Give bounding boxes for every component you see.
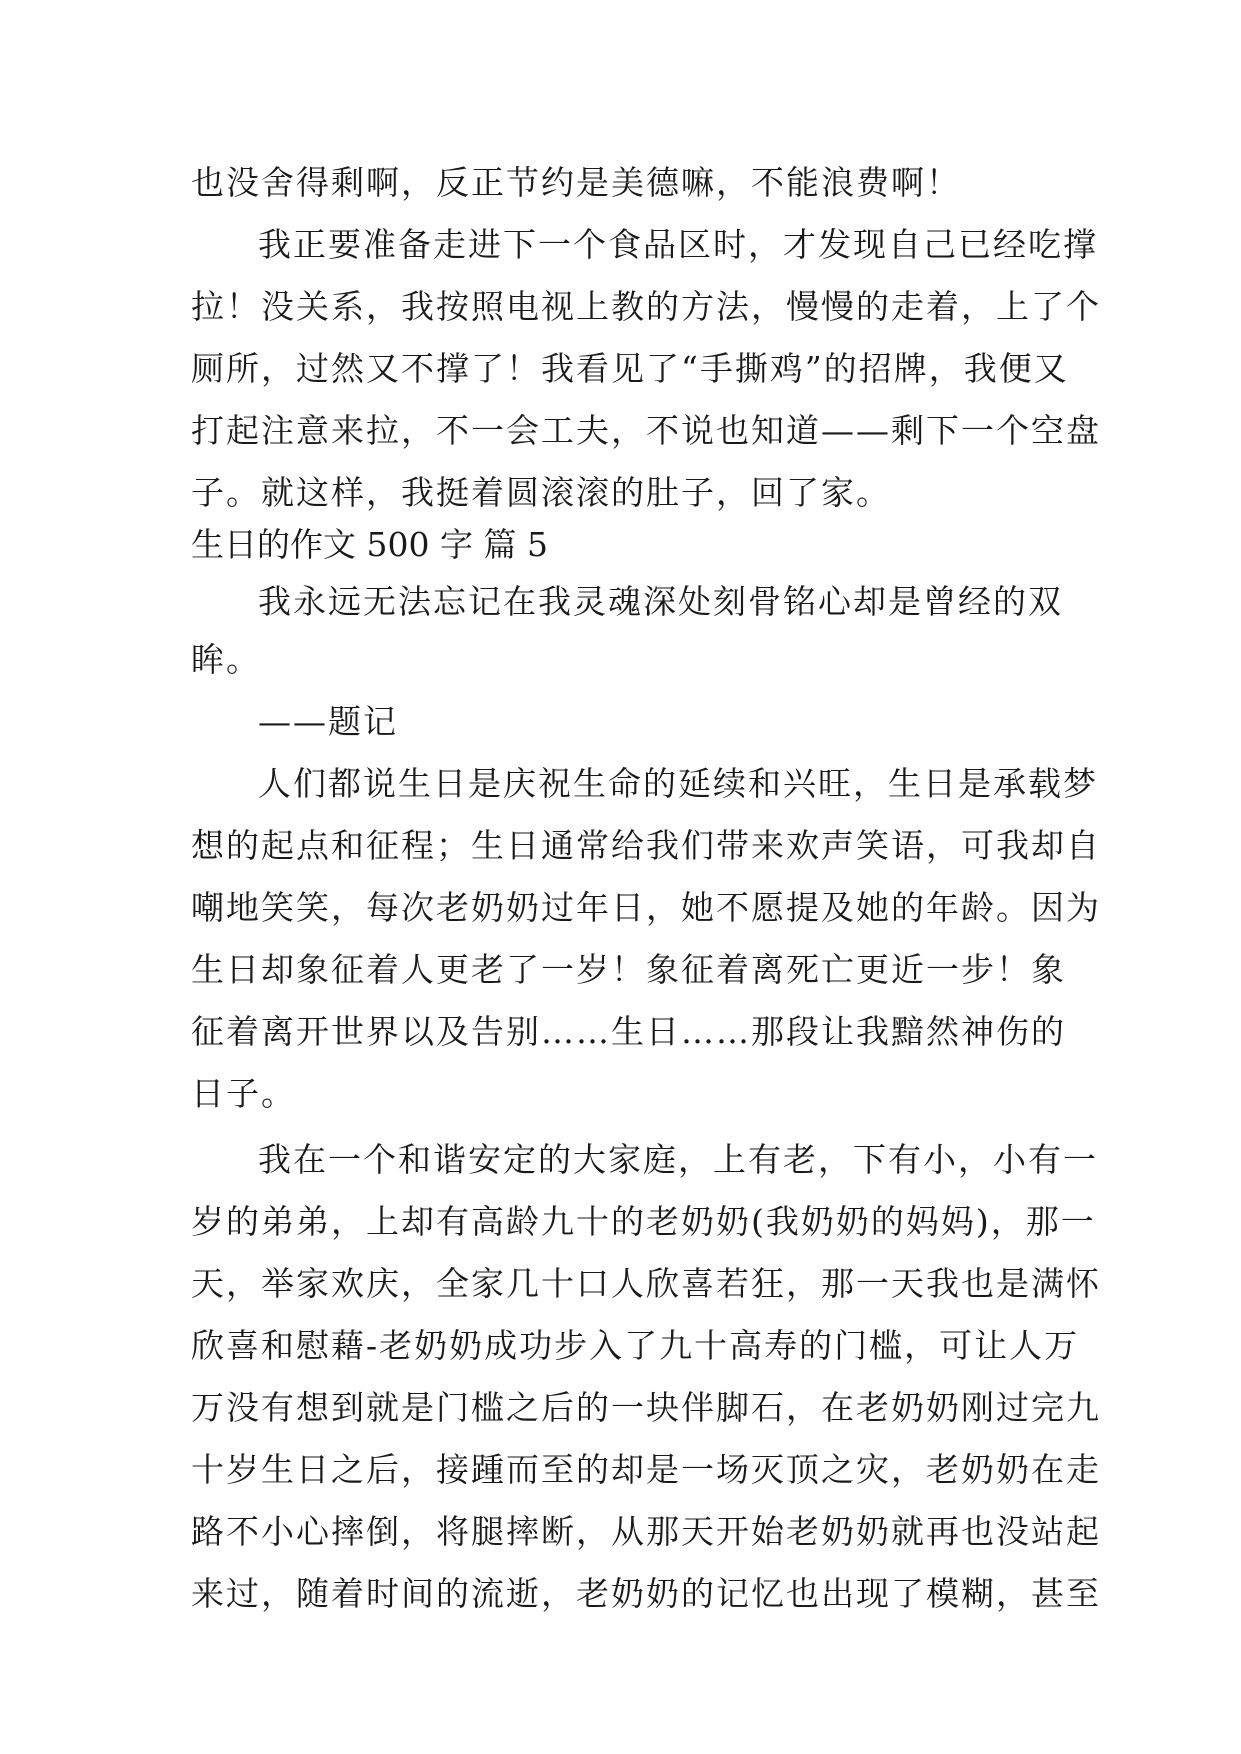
paragraph-line: 十岁生日之后，接踵而至的却是一场灭顶之灾，老奶奶在走 — [191, 1450, 1101, 1489]
epigraph-attribution: ——题记 — [258, 702, 398, 741]
paragraph-line: 我正要准备走进下一个食品区时，才发现自己已经吃撑 — [258, 225, 1098, 264]
paragraph-line: 拉！没关系，我按照电视上教的方法，慢慢的走着，上了个 — [191, 287, 1101, 326]
paragraph-line: 想的起点和征程；生日通常给我们带来欢声笑语，可我却自 — [191, 826, 1101, 865]
paragraph-line: 我在一个和谐安定的大家庭，上有老，下有小，小有一 — [258, 1140, 1098, 1179]
paragraph-line: 欣喜和慰藉-老奶奶成功步入了九十高寿的门槛，可让人万 — [191, 1326, 1080, 1365]
paragraph-line: 嘲地笑笑，每次老奶奶过年日，她不愿提及她的年龄。因为 — [191, 888, 1101, 927]
paragraph-line: 来过，随着时间的流逝，老奶奶的记忆也出现了模糊，甚至 — [191, 1574, 1101, 1613]
paragraph-line: 子。就这样，我挺着圆滚滚的肚子，回了家。 — [191, 473, 891, 512]
paragraph-line: 人们都说生日是庆祝生命的延续和兴旺，生日是承载梦 — [258, 764, 1098, 803]
paragraph-line: 岁的弟弟，上却有高龄九十的老奶奶(我奶奶的妈妈)，那一 — [191, 1202, 1096, 1241]
paragraph-line: 我永远无法忘记在我灵魂深处刻骨铭心却是曾经的双 — [258, 582, 1063, 621]
paragraph-line: 天，举家欢庆，全家几十口人欣喜若狂，那一天我也是满怀 — [191, 1264, 1101, 1303]
paragraph-line: 路不小心摔倒，将腿摔断，从那天开始老奶奶就再也没站起 — [191, 1512, 1101, 1551]
paragraph-line: 也没舍得剩啊，反正节约是美德嘛，不能浪费啊！ — [191, 163, 961, 202]
paragraph-line: 厕所，过然又不撑了！我看见了“手撕鸡”的招牌，我便又 — [191, 349, 1069, 388]
paragraph-line: 征着离开世界以及告别……生日……那段让我黯然神伤的 — [191, 1012, 1066, 1051]
paragraph-line: 万没有想到就是门槛之后的一块伴脚石，在老奶奶刚过完九 — [191, 1388, 1101, 1427]
paragraph-line: 眸。 — [191, 640, 261, 679]
paragraph-line: 日子。 — [191, 1074, 296, 1113]
paragraph-line: 打起注意来拉，不一会工夫，不说也知道——剩下一个空盘 — [191, 411, 1101, 450]
paragraph-line: 生日却象征着人更老了一岁！象征着离死亡更近一步！象 — [191, 950, 1066, 989]
section-heading: 生日的作文 500 字 篇 5 — [191, 525, 548, 564]
